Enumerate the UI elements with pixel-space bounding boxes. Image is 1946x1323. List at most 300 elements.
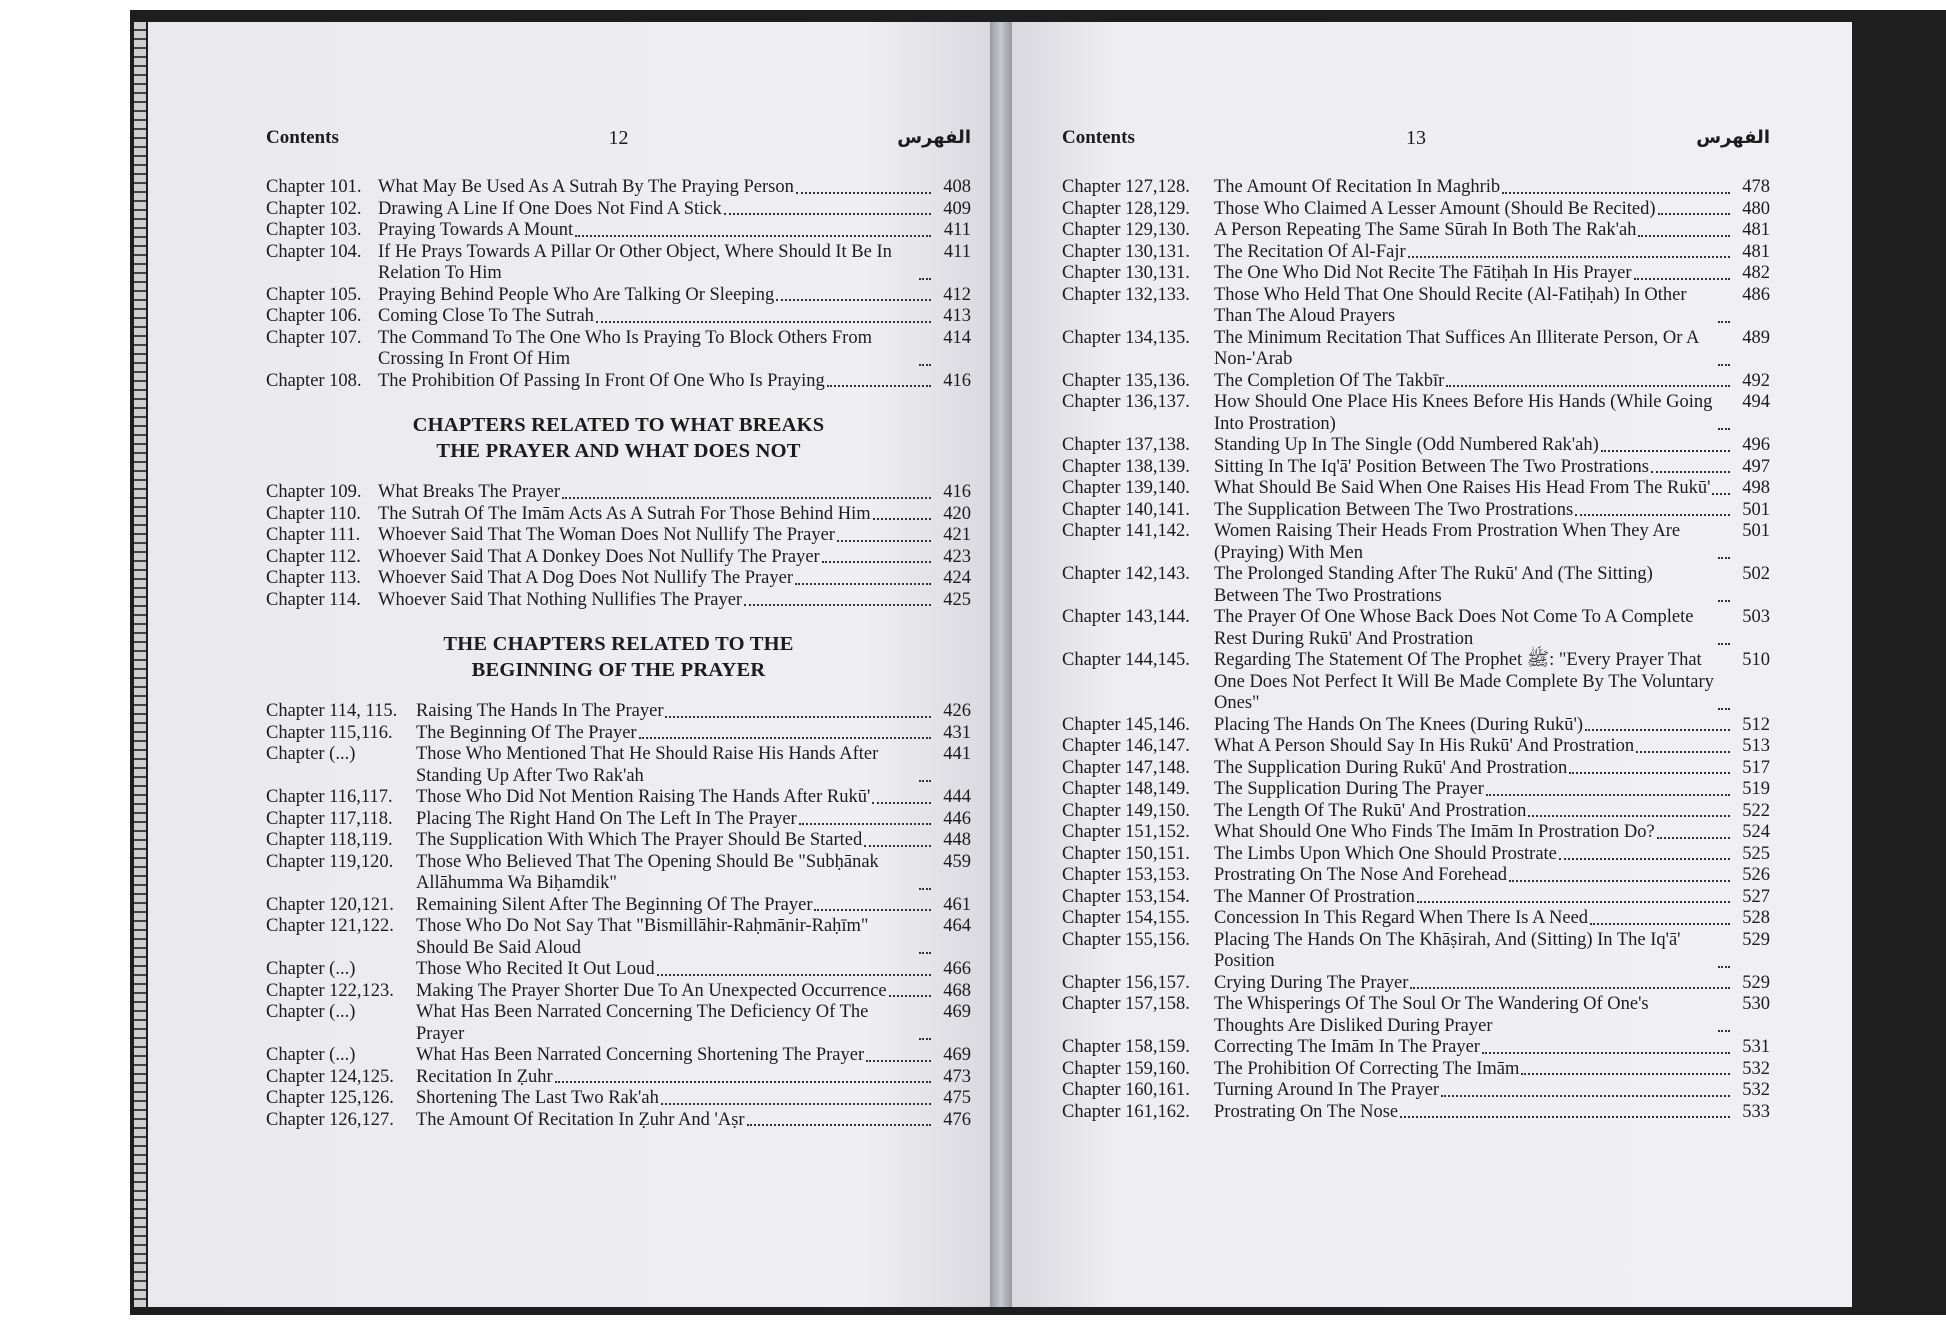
dot-leader <box>1718 556 1730 559</box>
toc-entry-body <box>416 916 935 959</box>
dot-leader <box>796 191 931 194</box>
toc-entry-title: Coming Close To The Sutrah <box>378 306 594 326</box>
toc-entry-label: Chapter 103. <box>266 220 362 240</box>
toc-entry <box>266 177 971 199</box>
dot-leader <box>724 212 931 215</box>
toc-entry <box>266 830 971 852</box>
dot-leader <box>1575 513 1730 516</box>
dot-leader <box>1400 1115 1730 1118</box>
toc-entry <box>266 590 971 612</box>
dot-leader <box>1601 449 1730 452</box>
toc-entry-body <box>1214 500 1734 522</box>
toc-entry-label: Chapter 159,160. <box>1062 1058 1190 1079</box>
toc-entry-label: Chapter 160,161. <box>1062 1080 1190 1100</box>
toc-entry-page: 431 <box>943 722 971 743</box>
toc-entry-page: 409 <box>943 198 971 219</box>
toc-entry <box>266 916 971 959</box>
toc-entry-title: The Whisperings Of The Soul Or The Wandering Of One's Thoughts Are Disliked During Prayer <box>1214 994 1649 1036</box>
left-toc <box>266 177 971 1131</box>
dot-leader <box>1651 470 1730 473</box>
toc-entry-body <box>416 787 935 809</box>
toc-entry-label: Chapter 106. <box>266 306 362 326</box>
toc-entry-title: Praying Towards A Mount <box>378 220 574 240</box>
toc-entry-label: Chapter 107. <box>266 327 362 348</box>
toc-entry-page: 519 <box>1742 779 1770 799</box>
toc-entry-page: 416 <box>943 370 971 391</box>
toc-entry-title: Turning Around In The Prayer <box>1214 1080 1440 1100</box>
dot-leader <box>799 822 931 825</box>
toc-entry-title: The Amount Of Recitation In Ẓuhr And 'Aṣr <box>416 1109 745 1130</box>
section-heading-line: THE PRAYER AND WHAT DOES NOT <box>436 440 801 462</box>
dot-leader <box>1657 836 1730 839</box>
toc-entry-page: 411 <box>943 241 971 262</box>
toc-entry <box>1062 478 1770 500</box>
toc-entry-page: 513 <box>1742 736 1770 756</box>
dot-leader <box>639 736 931 739</box>
toc-entry-label: Chapter 129,130. <box>1062 220 1190 240</box>
toc-entry-page: 512 <box>1742 714 1770 735</box>
toc-entry <box>266 306 971 328</box>
toc-entry <box>1062 199 1770 221</box>
toc-entry-page: 530 <box>1742 994 1770 1014</box>
toc-entry-label: Chapter 122,123. <box>266 980 394 1001</box>
toc-entry-title: What Has Been Narrated Concerning Shortening The Prayer <box>416 1045 865 1065</box>
dot-leader <box>919 951 931 954</box>
toc-entry-label: Chapter 151,152. <box>1062 822 1190 842</box>
toc-entry-title: If He Prays Towards A Pillar Or Other Object, Where Should It Be In Relation To Him <box>378 241 892 283</box>
toc-entry-title: What A Person Should Say In His Rukū' And Prostration <box>1214 736 1635 756</box>
toc-entry-page: 413 <box>943 306 971 326</box>
toc-entry-page: 498 <box>1742 478 1770 498</box>
toc-entry-label: Chapter 104. <box>266 241 362 262</box>
toc-entry <box>1062 822 1770 844</box>
dot-leader <box>744 603 931 606</box>
toc-entry-page: 424 <box>943 568 971 588</box>
toc-entry-title: Praying Behind People Who Are Talking Or Sleeping <box>378 284 775 305</box>
dot-leader <box>872 801 931 804</box>
toc-entry-body <box>1214 1059 1734 1081</box>
dot-leader <box>1528 814 1730 817</box>
dot-leader <box>1441 1094 1730 1097</box>
toc-entry-body <box>1214 736 1734 758</box>
toc-entry-page: 494 <box>1742 392 1770 412</box>
toc-entry-title: Prostrating On The Nose <box>1214 1101 1399 1122</box>
toc-entry-title: The Supplication During Rukū' And Prostration <box>1214 757 1568 778</box>
toc-entry-title: What May Be Used As A Sutrah By The Praying Person <box>378 177 794 197</box>
toc-entry-title: Those Who Believed That The Opening Should Be "Subḥānak Allāhumma Wa Biḥamdik" <box>416 851 879 893</box>
toc-entry-label: Chapter 117,118. <box>266 808 393 829</box>
dot-leader <box>596 320 931 323</box>
dot-leader <box>1585 728 1730 731</box>
toc-entry-label: Chapter 161,162. <box>1062 1101 1190 1122</box>
toc-entry <box>1062 994 1770 1037</box>
toc-entry-body <box>416 830 935 852</box>
dot-leader <box>919 779 931 782</box>
toc-entry-body <box>1214 908 1734 930</box>
toc-entry-body <box>378 504 935 526</box>
toc-entry-label: Chapter 119,120. <box>266 851 394 872</box>
toc-entry <box>1062 887 1770 909</box>
toc-entry-title: Those Who Mentioned That He Should Raise His Hands After Standing Up After Two Rak'ah <box>416 744 879 786</box>
toc-entry-label: Chapter 146,147. <box>1062 736 1190 756</box>
toc-entry <box>266 568 971 590</box>
toc-entry-label: Chapter 153,154. <box>1062 886 1190 907</box>
toc-entry-label: Chapter 154,155. <box>1062 908 1190 928</box>
toc-entry-title: Shortening The Last Two Rak'ah <box>416 1088 659 1108</box>
toc-entry-page: 501 <box>1742 499 1770 520</box>
dot-leader <box>1408 255 1730 258</box>
toc-entry-body <box>1214 779 1734 801</box>
toc-entry-title: Regarding The Statement Of The Prophet ﷺ: "Every Prayer That One Does Not Perfect It Will Be Made Complete By The Voluntary Ones" <box>1214 650 1714 713</box>
toc-entry-title: The One Who Did Not Recite The Fātiḥah In His Prayer <box>1214 263 1632 283</box>
toc-entry-title: Sitting In The Iq'ā' Position Between The Two Prostrations <box>1214 456 1649 477</box>
toc-entry-label: Chapter 138,139. <box>1062 456 1190 477</box>
toc-entry-title: Placing The Hands On The Knees (During Rukū') <box>1214 714 1583 735</box>
toc-entry <box>1062 500 1770 522</box>
dot-leader <box>822 560 931 563</box>
dot-leader <box>1718 1029 1730 1032</box>
toc-entry <box>1062 328 1770 371</box>
cover-edge-pattern <box>134 22 146 1307</box>
toc-entry-title: Those Who Did Not Mention Raising The Hands After Rukū' <box>416 787 871 807</box>
toc-entry <box>266 285 971 307</box>
toc-entry <box>1062 908 1770 930</box>
toc-entry-body <box>1214 887 1734 909</box>
toc-entry-label: Chapter 147,148. <box>1062 757 1190 778</box>
toc-entry-page: 461 <box>943 894 971 915</box>
dot-leader <box>1636 750 1730 753</box>
toc-entry-page: 426 <box>943 701 971 721</box>
dot-leader <box>747 1123 931 1126</box>
dot-leader <box>562 496 931 499</box>
toc-entry <box>1062 371 1770 393</box>
toc-entry-page: 533 <box>1742 1101 1770 1122</box>
dot-leader <box>889 994 931 997</box>
dot-leader <box>919 1037 931 1040</box>
toc-entry-page: 420 <box>943 503 971 524</box>
toc-entry-label: Chapter 110. <box>266 503 361 524</box>
toc-entry <box>1062 1037 1770 1059</box>
toc-entry-title: The Prayer Of One Whose Back Does Not Come To A Complete Rest During Rukū' And Prostration <box>1214 607 1694 649</box>
toc-entry-body <box>378 525 935 547</box>
toc-entry-title: Those Who Do Not Say That "Bismillāhir-Raḥmānir-Raḥīm" Should Be Said Aloud <box>416 916 869 958</box>
toc-entry-label: Chapter 116,117. <box>266 787 393 807</box>
toc-entry <box>266 504 971 526</box>
dot-leader <box>1509 879 1730 882</box>
toc-entry-label: Chapter 135,136. <box>1062 370 1190 391</box>
toc-entry-page: 482 <box>1742 263 1770 283</box>
section-heading-beginning <box>266 631 971 683</box>
dot-leader <box>1718 965 1730 968</box>
toc-entry-page: 502 <box>1742 564 1770 584</box>
toc-entry-body <box>1214 973 1734 995</box>
dot-leader <box>575 234 931 237</box>
dot-leader <box>1638 234 1730 237</box>
toc-entry-body <box>1214 564 1734 607</box>
toc-entry-label: Chapter 125,126. <box>266 1088 394 1108</box>
toc-entry-page: 478 <box>1742 177 1770 197</box>
toc-entry-title: The Prolonged Standing After The Rukū' And (The Sitting) Between The Two Prostrations <box>1214 564 1653 606</box>
dot-leader <box>1718 427 1730 430</box>
toc-entry-body <box>378 220 935 242</box>
toc-entry-body <box>1214 844 1734 866</box>
toc-entry-label: Chapter 114. <box>266 589 361 610</box>
toc-entry-page: 524 <box>1742 822 1770 842</box>
toc-entry <box>266 482 971 504</box>
section-heading-line: THE CHAPTERS RELATED TO THE <box>443 633 794 655</box>
dot-leader <box>657 973 931 976</box>
toc-entry-title: Raising The Hands In The Prayer <box>416 701 664 721</box>
toc-entry-body <box>1214 242 1734 264</box>
toc-entry-page: 503 <box>1742 607 1770 627</box>
left-page-number: 12 <box>608 127 629 149</box>
toc-entry <box>1062 1059 1770 1081</box>
toc-entry-title: The Prohibition Of Correcting The Imām <box>1214 1058 1520 1079</box>
toc-entry-page: 481 <box>1742 220 1770 240</box>
toc-entry-title: Whoever Said That Nothing Nullifies The Prayer <box>378 589 743 610</box>
toc-entry <box>266 547 971 569</box>
toc-entry-title: The Prohibition Of Passing In Front Of One Who Is Praying <box>378 370 825 391</box>
toc-entry <box>1062 220 1770 242</box>
toc-entry-body <box>1214 220 1734 242</box>
toc-entry-label: Chapter 101. <box>266 177 362 197</box>
dot-leader <box>873 517 931 520</box>
toc-entry-label: Chapter 130,131. <box>1062 241 1190 262</box>
dot-leader <box>1718 642 1730 645</box>
dot-leader <box>1446 384 1730 387</box>
toc-entry-title: The Beginning Of The Prayer <box>416 722 637 743</box>
toc-entry-body <box>378 482 935 504</box>
toc-entry-title: What Breaks The Prayer <box>378 482 561 502</box>
toc-entry-label: Chapter 157,158. <box>1062 994 1190 1014</box>
toc-entry <box>266 371 971 393</box>
toc-entry-body <box>416 1002 935 1045</box>
toc-entry <box>266 787 971 809</box>
dot-leader <box>795 582 931 585</box>
dot-leader <box>1410 986 1730 989</box>
toc-entry <box>266 199 971 221</box>
toc-entry-title: Whoever Said That The Woman Does Not Nullify The Prayer <box>378 525 835 545</box>
toc-entry-body <box>1214 392 1734 435</box>
toc-entry-body <box>416 701 935 723</box>
left-page <box>148 22 993 1307</box>
toc-group-2 <box>266 482 971 611</box>
dot-leader <box>1482 1051 1730 1054</box>
toc-entry <box>266 744 971 787</box>
toc-entry-label: Chapter 114, 115. <box>266 701 398 721</box>
toc-entry-label: Chapter 115,116. <box>266 722 393 743</box>
toc-entry-label: Chapter 121,122. <box>266 916 394 936</box>
toc-entry-title: The Command To The One Who Is Praying To Block Others From Crossing In Front Of Him <box>378 327 872 369</box>
toc-entry-body <box>1214 1080 1734 1102</box>
toc-group-right <box>1062 177 1770 1123</box>
toc-entry-page: 522 <box>1742 800 1770 821</box>
left-header-contents: Contents <box>266 127 339 148</box>
toc-entry-page: 441 <box>943 744 971 764</box>
toc-entry-title: Remaining Silent After The Beginning Of The Prayer <box>416 894 813 915</box>
toc-entry-label: Chapter 156,157. <box>1062 972 1190 993</box>
toc-entry-page: 416 <box>943 482 971 502</box>
toc-entry-body <box>1214 285 1734 328</box>
toc-entry-title: Those Who Held That One Should Recite (Al-Fatiḥah) In Other Than The Aloud Prayers <box>1214 284 1687 326</box>
toc-entry-label: Chapter 139,140. <box>1062 478 1190 498</box>
dot-leader <box>776 298 931 301</box>
dot-leader <box>919 363 931 366</box>
toc-entry-body <box>1214 521 1734 564</box>
toc-entry-body <box>1214 478 1734 500</box>
toc-entry-title: Crying During The Prayer <box>1214 972 1409 993</box>
toc-entry-label: Chapter 137,138. <box>1062 435 1190 455</box>
toc-entry-label: Chapter 111. <box>266 525 361 545</box>
toc-entry-page: 497 <box>1742 456 1770 477</box>
toc-entry-label: Chapter 144,145. <box>1062 650 1190 670</box>
toc-entry <box>1062 736 1770 758</box>
toc-entry-body <box>1214 607 1734 650</box>
toc-entry-label: Chapter 108. <box>266 370 362 391</box>
toc-entry-page: 459 <box>943 851 971 872</box>
toc-entry <box>1062 607 1770 650</box>
toc-entry-body <box>378 199 935 221</box>
toc-entry-label: Chapter 158,159. <box>1062 1037 1190 1057</box>
right-header-contents: Contents <box>1062 127 1135 148</box>
dot-leader <box>1718 599 1730 602</box>
toc-entry-body <box>378 547 935 569</box>
toc-entry-title: Placing The Hands On The Khāṣirah, And (Sitting) In The Iq'ā' Position <box>1214 929 1681 971</box>
toc-entry-title: Those Who Claimed A Lesser Amount (Should Be Recited) <box>1214 198 1656 219</box>
dot-leader <box>1718 320 1730 323</box>
toc-entry-page: 469 <box>943 1002 971 1022</box>
toc-entry-title: The Limbs Upon Which One Should Prostrate <box>1214 843 1557 864</box>
toc-entry-body <box>1214 715 1734 737</box>
toc-entry-body <box>416 895 935 917</box>
toc-entry-title: The Sutrah Of The Imām Acts As A Sutrah For Those Behind Him <box>378 503 871 524</box>
toc-entry-body <box>416 809 935 831</box>
toc-entry-page: 446 <box>943 808 971 829</box>
dot-leader <box>919 277 931 280</box>
dot-leader <box>1658 212 1730 215</box>
dot-leader <box>1712 492 1730 495</box>
toc-entry-body <box>416 981 935 1003</box>
toc-entry-label: Chapter 141,142. <box>1062 521 1190 541</box>
toc-entry <box>266 959 971 981</box>
toc-entry-title: Women Raising Their Heads From Prostration When They Are (Praying) With Men <box>1214 521 1681 563</box>
toc-entry-label: Chapter (...) <box>266 744 356 764</box>
toc-entry-body <box>1214 1037 1734 1059</box>
toc-entry-body <box>1214 328 1734 371</box>
toc-entry <box>266 1002 971 1045</box>
toc-entry-page: 496 <box>1742 435 1770 455</box>
toc-entry-title: Placing The Right Hand On The Left In The Prayer <box>416 808 797 829</box>
toc-entry-page: 448 <box>943 830 971 850</box>
toc-entry-page: 527 <box>1742 886 1770 907</box>
dot-leader <box>1718 363 1730 366</box>
toc-entry <box>266 525 971 547</box>
toc-entry-page: 475 <box>943 1088 971 1108</box>
toc-entry-label: Chapter 153,153. <box>1062 865 1190 885</box>
toc-entry-page: 489 <box>1742 327 1770 348</box>
toc-entry-title: The Supplication Between The Two Prostrations <box>1214 499 1574 520</box>
toc-entry-body <box>416 959 935 981</box>
toc-entry-title: Drawing A Line If One Does Not Find A Stick <box>378 198 722 219</box>
toc-entry-page: 517 <box>1742 757 1770 778</box>
toc-entry-page: 425 <box>943 589 971 610</box>
toc-entry-title: Prostrating On The Nose And Forehead <box>1214 865 1508 885</box>
toc-entry-label: Chapter 148,149. <box>1062 779 1190 799</box>
dot-leader <box>814 908 931 911</box>
toc-entry <box>266 220 971 242</box>
toc-entry-label: Chapter 109. <box>266 482 362 502</box>
toc-entry-body <box>378 242 935 285</box>
toc-entry <box>1062 392 1770 435</box>
toc-entry-label: Chapter 127,128. <box>1062 177 1190 197</box>
toc-entry-label: Chapter 126,127. <box>266 1109 394 1130</box>
right-page-number: 13 <box>1406 127 1426 149</box>
toc-entry-label: Chapter 142,143. <box>1062 564 1190 584</box>
toc-entry <box>1062 865 1770 887</box>
toc-entry-page: 486 <box>1742 284 1770 305</box>
toc-entry-body <box>378 306 935 328</box>
toc-entry-label: Chapter 155,156. <box>1062 929 1190 950</box>
toc-entry-label: Chapter 113. <box>266 568 361 588</box>
dot-leader <box>1502 191 1730 194</box>
toc-entry <box>1062 263 1770 285</box>
toc-entry <box>1062 457 1770 479</box>
toc-entry-body <box>378 328 935 371</box>
toc-entry-title: Recitation In Ẓuhr <box>416 1066 553 1087</box>
toc-entry-body <box>1214 822 1734 844</box>
toc-entry <box>1062 779 1770 801</box>
toc-entry-page: 412 <box>943 284 971 305</box>
toc-entry-label: Chapter 102. <box>266 198 362 219</box>
toc-entry <box>1062 521 1770 564</box>
toc-entry <box>1062 844 1770 866</box>
toc-entry-label: Chapter 120,121. <box>266 894 394 915</box>
toc-entry-page: 492 <box>1742 370 1770 391</box>
toc-entry-body <box>1214 457 1734 479</box>
toc-entry-label: Chapter (...) <box>266 1045 356 1065</box>
toc-entry-title: Correcting The Imām In The Prayer <box>1214 1037 1480 1057</box>
toc-entry-title: The Minimum Recitation That Suffices An Illiterate Person, Or A Non-'Arab <box>1214 327 1699 369</box>
toc-entry-title: How Should One Place His Knees Before His Hands (While Going Into Prostration) <box>1214 392 1713 434</box>
toc-entry <box>1062 801 1770 823</box>
toc-entry-page: 464 <box>943 916 971 936</box>
toc-entry-title: The Supplication During The Prayer <box>1214 779 1484 799</box>
toc-group-1 <box>266 177 971 392</box>
toc-entry-page: 501 <box>1742 521 1770 541</box>
toc-entry <box>1062 242 1770 264</box>
toc-entry <box>1062 285 1770 328</box>
toc-entry <box>266 1045 971 1067</box>
toc-entry-title: The Completion Of The Takbīr <box>1214 370 1445 391</box>
toc-entry-label: Chapter 118,119. <box>266 830 393 850</box>
toc-entry-page: 531 <box>1742 1037 1770 1057</box>
toc-entry <box>1062 930 1770 973</box>
toc-entry-page: 411 <box>943 220 971 240</box>
toc-entry-label: Chapter (...) <box>266 959 356 979</box>
toc-entry-body <box>378 285 935 307</box>
toc-entry <box>266 895 971 917</box>
dot-leader <box>1417 900 1730 903</box>
toc-entry-body <box>416 1088 935 1110</box>
toc-entry-body <box>416 852 935 895</box>
toc-entry-body <box>378 177 935 199</box>
dot-leader <box>665 715 931 718</box>
dot-leader <box>555 1080 931 1083</box>
section-heading-line: CHAPTERS RELATED TO WHAT BREAKS <box>412 414 825 436</box>
dot-leader <box>661 1102 931 1105</box>
toc-entry-title: Making The Prayer Shorter Due To An Unexpected Occurrence <box>416 980 887 1001</box>
toc-entry-title: The Length Of The Rukū' And Prostration <box>1214 800 1527 821</box>
